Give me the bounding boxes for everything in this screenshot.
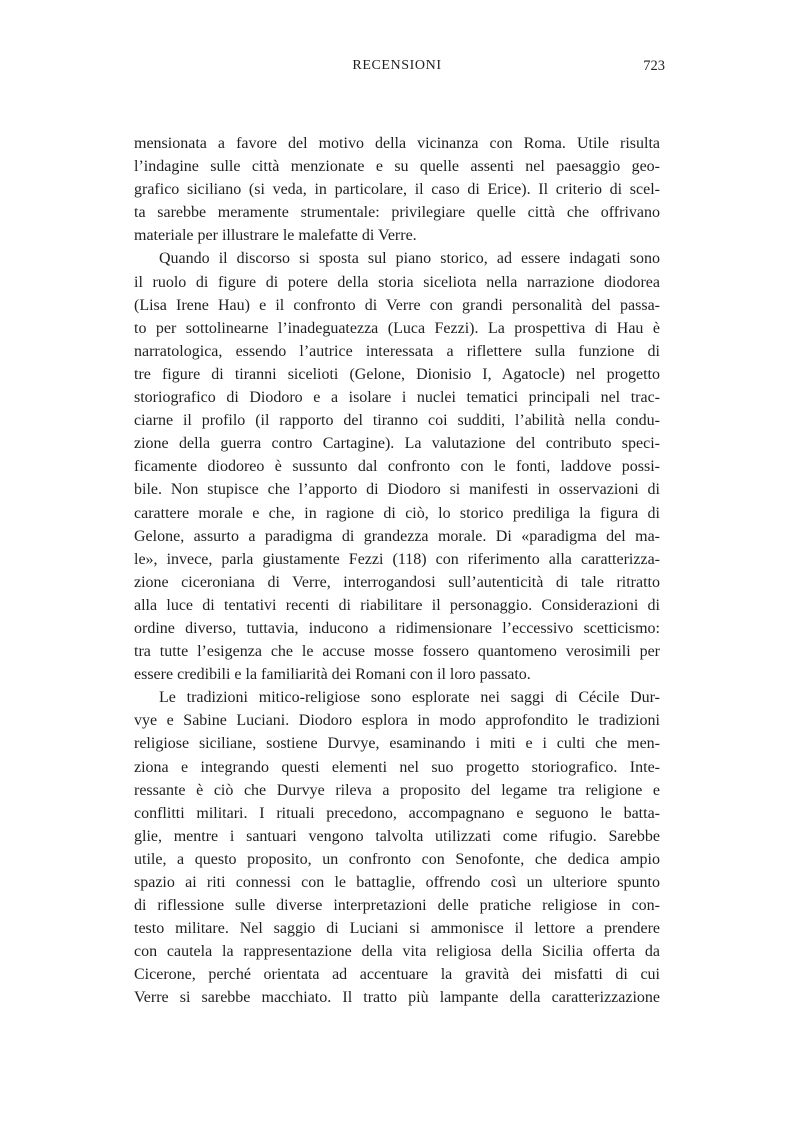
text-line: vye e Sabine Luciani. Diodoro esplora in modo approfondito le tradizioni bbox=[134, 712, 660, 730]
text-line: testo militare. Nel saggio di Luciani si ammonisce il lettore a prendere bbox=[134, 920, 660, 938]
text-line: utile, a questo proposito, un confronto con Senofonte, che dedica ampio bbox=[134, 850, 660, 868]
text-line: narratologica, essendo l’autrice interessata a riflettere sulla funzione di bbox=[134, 342, 660, 360]
text-line: Verre si sarebbe macchiato. Il tratto più lampante della caratterizzazione bbox=[134, 989, 660, 1007]
running-title: RECENSIONI bbox=[352, 58, 442, 73]
text-line: Quando il discorso si sposta sul piano storico, ad essere indagati sono bbox=[159, 250, 660, 268]
text-line: con cautela la rappresentazione della vita religiosa della Sicilia offerta da bbox=[134, 943, 660, 961]
text-line: Le tradizioni mitico-religiose sono esplorate nei saggi di Cécile Dur- bbox=[159, 689, 660, 707]
text-line: Cicerone, perché orientata ad accentuare la gravità dei misfatti di cui bbox=[134, 966, 660, 984]
page-header bbox=[134, 58, 665, 78]
text-line: conflitti militari. I rituali precedono, accompagnano e seguono le batta- bbox=[134, 804, 660, 822]
text-line: (Lisa Irene Hau) e il confronto di Verre con grandi personalità del passa- bbox=[134, 296, 660, 314]
text-line: to per sottolinearne l’inadeguatezza (Luca Fezzi). La prospettiva di Hau è bbox=[134, 319, 660, 337]
text-line: materiale per illustrare le malefatte di Verre. bbox=[134, 227, 417, 245]
text-line: tra tutte l’esigenza che le accuse mosse fossero quantomeno verosimili per bbox=[134, 643, 660, 661]
text-line: essere credibili e la familiarità dei Romani con il loro passato. bbox=[134, 666, 531, 684]
text-body bbox=[134, 132, 660, 1010]
text-line: ziona e integrando questi elementi nel suo progetto storiografico. Inte- bbox=[134, 758, 660, 776]
text-line: il ruolo di figure di potere della storia siceliota nella narrazione diodorea bbox=[134, 273, 660, 291]
text-line: mensionata a favore del motivo della vicinanza con Roma. Utile risulta bbox=[134, 135, 660, 152]
text-line: glie, mentre i santuari vengono talvolta utilizzati come rifugio. Sarebbe bbox=[134, 827, 660, 845]
text-line: grafico siciliano (si veda, in particolare, il caso di Erice). Il criterio di scel- bbox=[134, 181, 660, 199]
text-line: religiose siciliane, sostiene Durvye, esaminando i miti e i culti che men- bbox=[134, 735, 660, 753]
text-line: ta sarebbe meramente strumentale: privilegiare quelle città che offrivano bbox=[134, 204, 660, 222]
text-line: zione della guerra contro Cartagine). La valutazione del contributo speci- bbox=[134, 435, 660, 453]
text-line: l’indagine sulle città menzionate e su quelle assenti nel paesaggio geo- bbox=[134, 158, 660, 176]
text-line: tre figure di tiranni sicelioti (Gelone, Dionisio I, Agatocle) nel progetto bbox=[134, 365, 660, 383]
text-line: le», invece, parla giustamente Fezzi (118) con riferimento alla caratterizza- bbox=[134, 550, 660, 568]
text-line: ordine diverso, tuttavia, inducono a ridimensionare l’eccessivo scetticismo: bbox=[134, 619, 660, 637]
text-line: di riflessione sulle diverse interpretazioni delle pratiche religiose in con- bbox=[134, 897, 660, 915]
text-line: ficamente diodoreo è sussunto dal confronto con le fonti, laddove possi- bbox=[134, 458, 660, 476]
text-line: storiografico di Diodoro e a isolare i nuclei tematici principali nel trac- bbox=[134, 389, 660, 407]
text-line: ressante è ciò che Durvye rileva a proposito del legame tra religione e bbox=[134, 781, 660, 799]
text-line: Gelone, assurto a paradigma di grandezza morale. Di «paradigma del ma- bbox=[134, 527, 660, 545]
page-number: 723 bbox=[643, 58, 665, 74]
text-line: carattere morale e che, in ragione di ciò, lo storico prediliga la figura di bbox=[134, 504, 660, 522]
text-line: zione ciceroniana di Verre, interrogandosi sull’autenticità di tale ritratto bbox=[134, 573, 660, 591]
text-line: spazio ai riti connessi con le battaglie, offrendo così un ulteriore spunto bbox=[134, 874, 660, 891]
text-line: ciarne il profilo (il rapporto del tiranno coi sudditi, l’abilità nella condu- bbox=[134, 412, 660, 430]
text-line: alla luce di tentativi recenti di riabilitare il personaggio. Considerazioni di bbox=[134, 596, 660, 614]
text-line: bile. Non stupisce che l’apporto di Diodoro si manifesti in osservazioni di bbox=[134, 481, 660, 499]
